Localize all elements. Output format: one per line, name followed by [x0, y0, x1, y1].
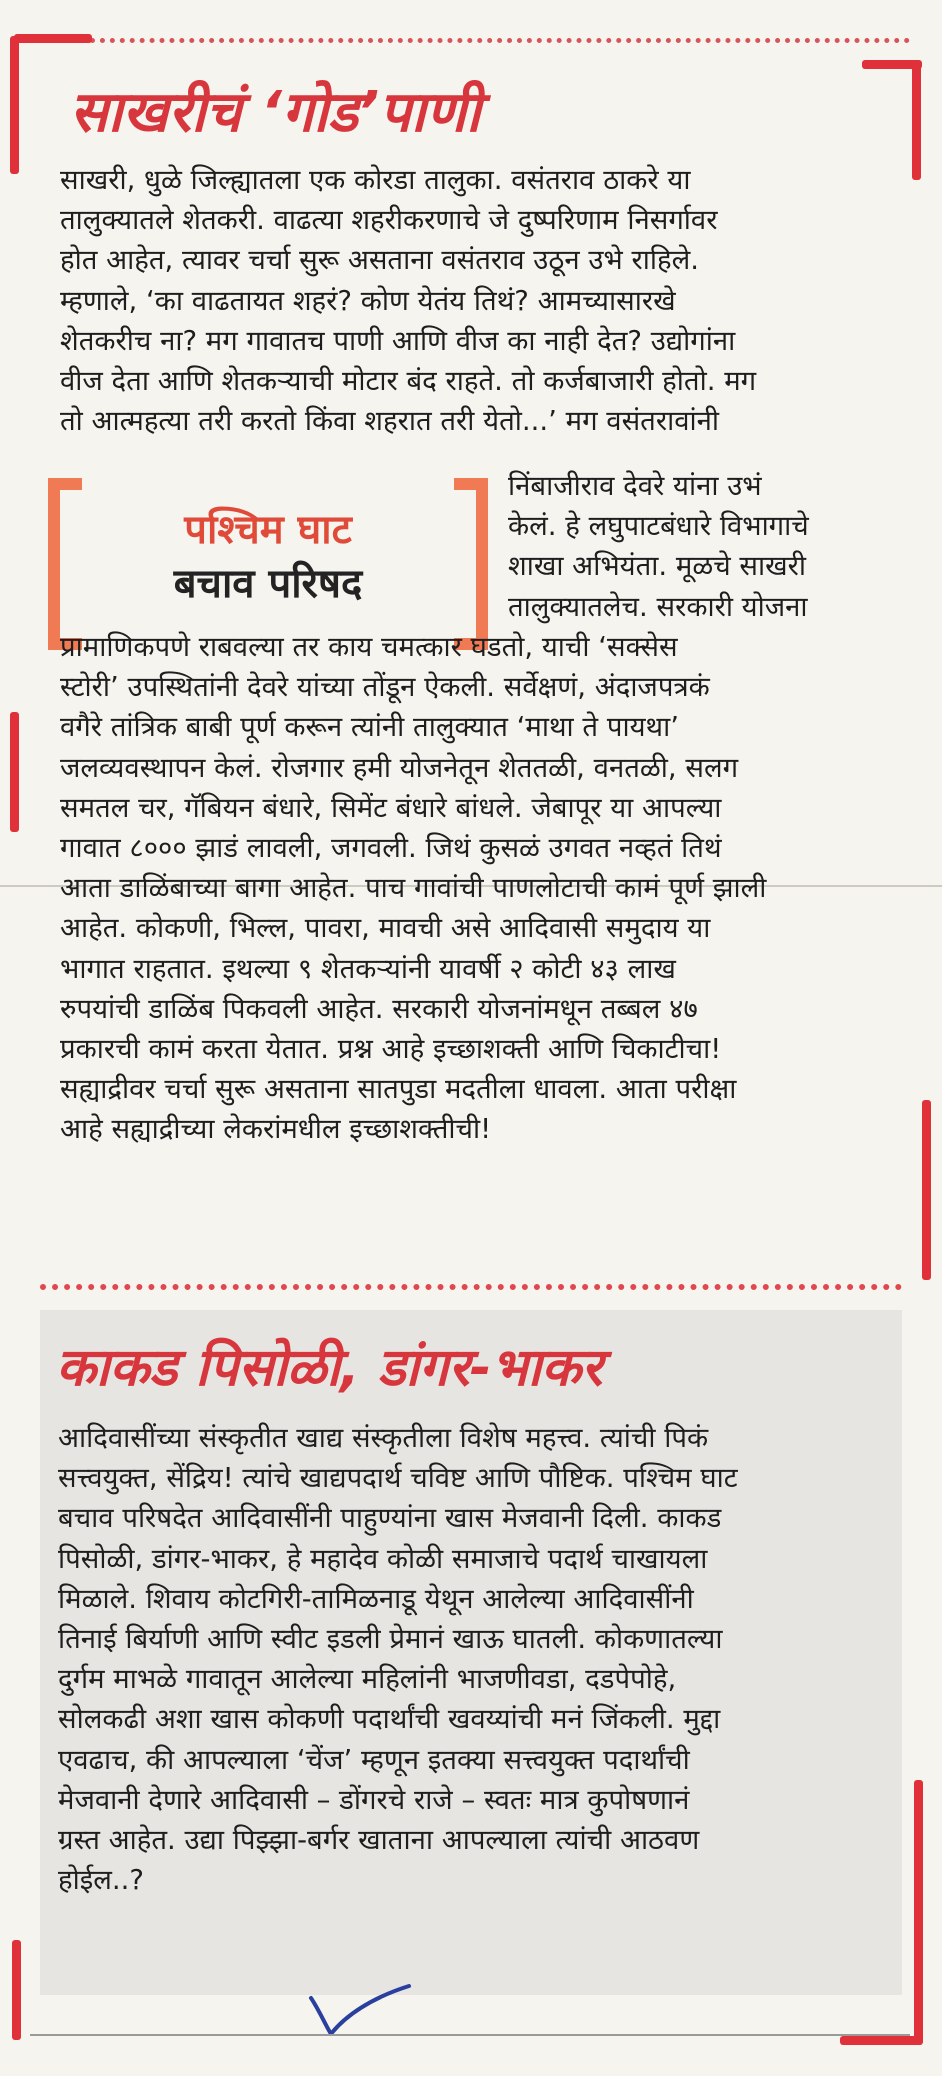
- text-line: ग्रस्त आहेत. उद्या पिझ्झा-बर्गर खाताना आपल्याला त्यांची आठवण: [58, 1824, 700, 1857]
- red-marker-top-right-v: [912, 60, 921, 180]
- text-line: भागात राहतात. इथल्या ९ शेतकऱ्यांनी यावर्षी २ कोटी ४३ लाख: [60, 952, 676, 985]
- text-line: मेजवानी देणारे आदिवासी – डोंगरचे राजे – स्वतः मात्र कुपोषणानं: [58, 1783, 690, 1816]
- text-line: म्हणाले, ‘का वाढतायत शहरं? कोण येतंय तिथं? आमच्यासारखे: [60, 284, 676, 317]
- text-line: जलव्यवस्थापन केलं. रोजगार हमी योजनेतून शेततळी, वनतळी, सलग: [60, 751, 739, 784]
- red-marker-right-bottom-h: [840, 2036, 922, 2045]
- text-line: प्रकारची कामं करता येतात. प्रश्न आहे इच्छाशक्ती आणि चिकाटीचा!: [60, 1033, 722, 1066]
- red-marker-right-mid: [922, 1100, 931, 1280]
- article1-body-side: [508, 466, 809, 627]
- section-divider: [40, 1284, 902, 1290]
- box-title-line1: पश्चिम घाट: [184, 507, 352, 553]
- text-line: तालुक्यातलेच. सरकारी योजना: [508, 590, 808, 623]
- text-line: वगैरे तांत्रिक बाबी पूर्ण करून त्यांनी तालुक्यात ‘माथा ते पायथा’: [60, 711, 679, 744]
- red-marker-top-left-h: [14, 34, 92, 43]
- text-line: आहे सह्याद्रीच्या लेकरांमधील इच्छाशक्तीची!: [60, 1113, 492, 1146]
- text-line: आदिवासींच्या संस्कृतीत खाद्य संस्कृतीला विशेष महत्त्व. त्यांची पिकं: [58, 1422, 709, 1454]
- text-line: तो आत्महत्या तरी करतो किंवा शहरात तरी येतो...’ मग वसंतरावांनी: [60, 405, 720, 438]
- bottom-rule: [30, 2034, 910, 2036]
- text-line: एवढाच, की आपल्याला ‘चेंज’ म्हणून इतक्या सत्त्वयुक्त पदार्थांची: [58, 1743, 690, 1776]
- text-line: सह्याद्रीवर चर्चा सुरू असताना सातपुडा मदतीला धावला. आता परीक्षा: [60, 1073, 737, 1106]
- text-line: स्टोरी’ उपस्थितांनी देवरे यांच्या तोंडून ऐकली. सर्वेक्षणं, अंदाजपत्रकं: [60, 671, 710, 704]
- text-line: दुर्गम माभळे गावातून आलेल्या महिलांनी भाजणीवडा, दडपेपोहे,: [58, 1663, 677, 1696]
- text-line: बचाव परिषदेत आदिवासींनी पाहुण्यांना खास मेजवानी दिली. काकड: [58, 1502, 722, 1535]
- article2-headline: काकड पिसोळी, डांगर-भाकर: [56, 1338, 603, 1398]
- article1-body-bottom: [60, 627, 766, 1150]
- text-line: गावात ८००० झाडं लावली, जगवली. जिथं कुसळं उगवत नव्हतं तिथं: [60, 832, 722, 865]
- text-line: तिनाई बिर्याणी आणि स्वीट इडली प्रेमानं खाऊ घातली. कोकणातल्या: [58, 1623, 723, 1656]
- text-line: निंबाजीराव देवरे यांना उभं: [508, 470, 762, 502]
- article2-body: [58, 1418, 738, 1900]
- red-marker-left-bottom: [12, 1940, 21, 2040]
- text-line: समतल चर, गॅबियन बंधारे, सिमेंट बंधारे बांधले. जेबापूर या आपल्या: [60, 791, 722, 824]
- text-line: सोलकढी अशा खास कोकणी पदार्थांची खवय्यांची मनं जिंकली. मुद्दा: [58, 1703, 721, 1736]
- box-title-line2: बचाव परिषद: [173, 561, 363, 607]
- article1-body-top: [60, 160, 756, 441]
- text-line: आहेत. कोकणी, भिल्ल, पावरा, मावची असे आदिवासी समुदाय या: [60, 912, 711, 945]
- sidebar-box: [48, 478, 488, 628]
- text-line: तालुक्यातले शेतकरी. वाढत्या शहरीकरणाचे जे दुष्परिणाम निसर्गावर: [60, 204, 718, 237]
- red-marker-left-mid: [10, 712, 19, 832]
- text-line: आता डाळिंबाच्या बागा आहेत. पाच गावांची पाणलोटाची कामं पूर्ण झाली: [60, 872, 767, 905]
- text-line: होईल..?: [58, 1864, 144, 1897]
- checkmark-icon: [305, 1980, 415, 2040]
- text-line: रुपयांची डाळिंब पिकवली आहेत. सरकारी योजनांमधून तब्बल ४७: [60, 992, 698, 1025]
- text-line: वीज देता आणि शेतकऱ्याची मोटार बंद राहते. तो कर्जबाजारी होतो. मग: [60, 365, 757, 398]
- red-marker-top-left-v: [10, 36, 19, 174]
- text-line: शाखा अभियंता. मूळचे साखरी: [508, 550, 807, 583]
- text-line: मिळाले. शिवाय कोटगिरी-तामिळनाडू येथून आलेल्या आदिवासींनी: [58, 1582, 694, 1615]
- text-line: सत्त्वयुक्त, सेंद्रिय! त्यांचे खाद्यपदार्थ चविष्ट आणि पौष्टिक. पश्चिम घाट: [58, 1462, 738, 1495]
- text-line: शेतकरीच ना? मग गावातच पाणी आणि वीज का नाही देत? उद्योगांना: [60, 324, 736, 357]
- text-line: होत आहेत, त्यावर चर्चा सुरू असताना वसंतराव उठून उभे राहिले.: [60, 244, 699, 277]
- article1-headline: साखरीचं ‘गोड’पाणी: [70, 80, 481, 145]
- text-line: साखरी, धुळे जिल्ह्यातला एक कोरडा तालुका. वसंतराव ठाकरे या: [60, 164, 691, 196]
- top-dotted-border: [90, 38, 910, 43]
- red-marker-right-bottom-v: [914, 1780, 923, 2045]
- text-line: केलं. हे लघुपाटबंधारे विभागाचे: [508, 510, 809, 543]
- text-line: प्रामाणिकपणे राबवल्या तर काय चमत्कार घडतो, याची ‘सक्सेस: [60, 631, 678, 663]
- text-line: पिसोळी, डांगर-भाकर, हे महादेव कोळी समाजाचे पदार्थ चाखायला: [58, 1542, 708, 1575]
